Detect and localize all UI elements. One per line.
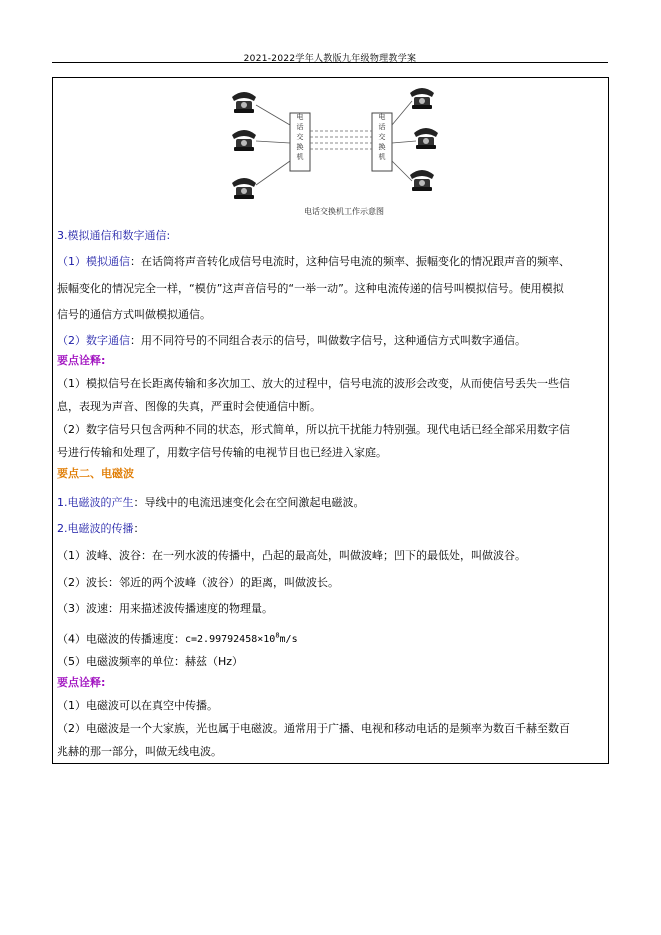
key-point-line: 兆赫的那一部分，叫做无线电波。	[57, 745, 222, 758]
em-speed-number: c=2.99792458×10	[185, 634, 276, 646]
header-rule	[52, 62, 608, 63]
em-frequency-label: （5）电磁波频率的单位：	[57, 655, 185, 668]
analog-paragraph-line: 信号的通信方式叫做模拟通信。	[57, 308, 211, 321]
phone-icon	[232, 92, 256, 113]
em-propagation-heading: 2.电磁波的传播	[57, 522, 134, 535]
figure-caption: 电话交换机工作示意图	[304, 207, 384, 216]
key-point-line: （2）数字信号只包含两种不同的状态，形式简单，所以抗干扰能力特别强。现代电话已经全部采用数字信	[57, 423, 570, 436]
em-item-line: （3）波速：用来描述波传播速度的物理量。	[57, 602, 273, 615]
left-exchange-label: 电话交换机	[296, 113, 304, 161]
em-speed-label: （4）电磁波的传播速度：	[57, 632, 185, 646]
digital-paragraph-line	[57, 334, 605, 348]
key-points-heading-2: 要点诠释:	[57, 676, 106, 689]
key-point-line: （1）模拟信号在长距离传输和多次加工、放大的过程中，信号电流的波形会改变，从而使信号丢失一些信	[57, 377, 570, 390]
left-exchange-box	[290, 113, 310, 171]
analog-paragraph-line: 振幅变化的情况完全一样，“模仿”这声音信号的“一举一动”。这种电流传递的信号叫模拟信号。使用模拟	[57, 282, 564, 295]
section-2-heading: 要点二、电磁波	[57, 467, 134, 480]
analog-text: ：在话筒将声音转化成信号电流时，这种信号电流的频率、振幅变化的情况跟声音的频率、	[130, 255, 570, 268]
page-header: 2021-2022学年人教版九年级物理教学案	[243, 54, 417, 64]
key-point-line: 息，表现为声音、图像的失真，严重时会使通信中断。	[57, 400, 321, 413]
em-speed-line	[57, 629, 605, 647]
phone-icon	[232, 178, 256, 199]
right-exchange-label: 电话交换机	[378, 113, 386, 161]
em-production-line	[57, 496, 605, 510]
phone-icon	[410, 88, 434, 109]
em-item-line: （2）波长：邻近的两个波峰（波谷）的距离，叫做波长。	[57, 576, 339, 589]
em-item-line: （1）波峰、波谷：在一列水波的传播中，凸起的最高处，叫做波峰；凹下的最低处，叫做波谷。	[57, 549, 526, 562]
em-production-term: 1.电磁波的产生	[57, 496, 134, 509]
digital-text: ：用不同符号的不同组合表示的信号，叫做数字信号，这种通信方式叫数字通信。	[130, 334, 526, 347]
trunk-lines	[310, 131, 372, 149]
em-propagation-heading-line	[57, 522, 605, 536]
phone-icon	[414, 128, 438, 149]
em-production-text: ：导线中的电流迅速变化会在空间激起电磁波。	[133, 496, 365, 509]
em-propagation-colon: ：	[133, 522, 145, 535]
em-speed-value	[185, 634, 298, 645]
analog-term: （1）模拟通信	[57, 255, 130, 268]
section-3-heading: 3.模拟通信和数字通信:	[57, 229, 171, 242]
digital-term: （2）数字通信	[57, 334, 130, 347]
em-speed-unit: m/s	[279, 634, 298, 646]
em-speed-exponent: 8	[275, 632, 280, 640]
phone-icon	[232, 130, 256, 151]
right-exchange-box	[372, 113, 392, 171]
key-points-heading: 要点诠释:	[57, 354, 106, 367]
analog-paragraph-line	[57, 255, 605, 269]
phone-icon	[410, 170, 434, 191]
key-point-line: （2）电磁波是一个大家族，光也属于电磁波。通常用于广播、电视和移动电话的是频率为数百千赫至数百	[57, 722, 570, 735]
em-frequency-line	[57, 655, 605, 669]
key-point-line: （1）电磁波可以在真空中传播。	[57, 699, 218, 712]
telephone-exchange-figure	[226, 81, 462, 219]
em-frequency-value: 赫兹（Hz）	[185, 655, 244, 668]
key-point-line: 号进行传输和处理了，用数字信号传输的电视节目也已经进入家庭。	[57, 446, 387, 459]
